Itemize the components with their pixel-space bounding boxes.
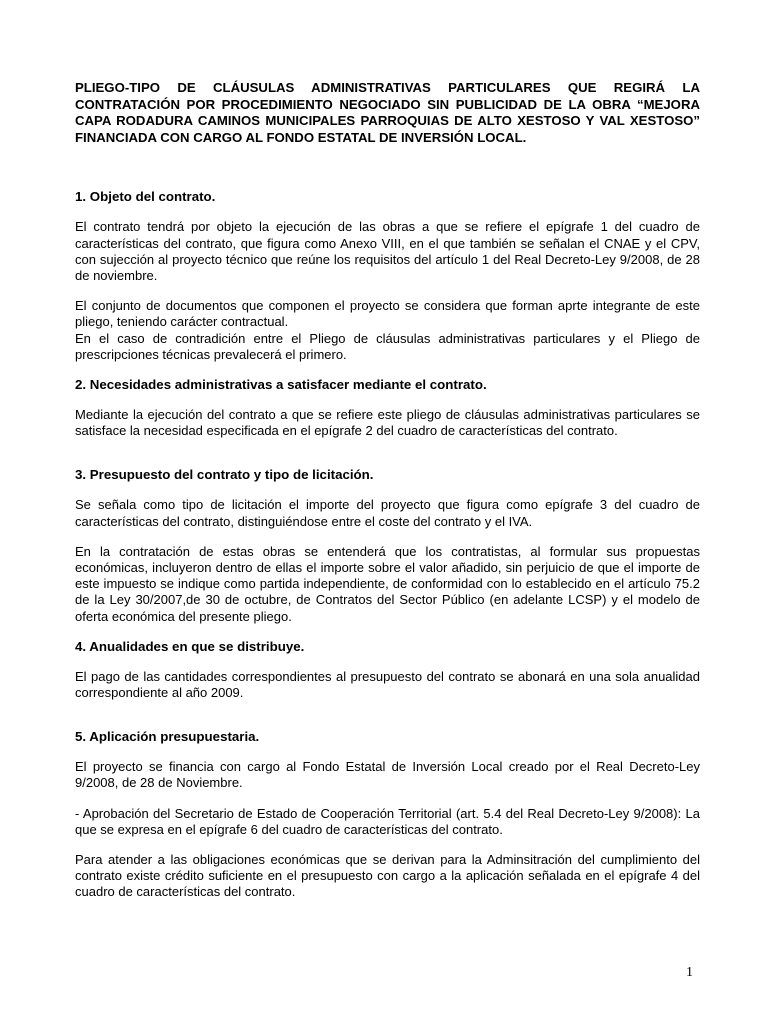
- section-heading: 5. Aplicación presupuestaria.: [75, 729, 260, 745]
- paragraph: El contrato tendrá por objeto la ejecución de las obras a que se refiere el epígrafe 1 del cuadro de características del contrato, que figura como Anexo VIII, en el que también se señalan el CNAE y el CPV, con sujección al proyecto técnico que reúne los requisitos del artículo 1 del Real Decreto-Ley 9/2008, de 28 de noviembre.: [75, 219, 700, 283]
- paragraph: El proyecto se financia con cargo al Fondo Estatal de Inversión Local creado por el Real Decreto-Ley 9/2008, de 28 de Noviembre.: [75, 759, 700, 791]
- document-page: [75, 80, 700, 901]
- paragraph: - Aprobación del Secretario de Estado de Cooperación Territorial (art. 5.4 del Real Decreto-Ley 9/2008): La que se expresa en el epígrafe 6 del cuadro de características del contrato.: [75, 805, 700, 837]
- section-heading: 3. Presupuesto del contrato y tipo de licitación.: [75, 467, 374, 483]
- section-heading: 2. Necesidades administrativas a satisfacer mediante el contrato.: [75, 377, 487, 392]
- section-presupuesto: [75, 467, 700, 624]
- section-heading: 4. Anualidades en que se distribuye.: [75, 638, 305, 654]
- section-anualidades: [75, 639, 700, 701]
- paragraph: En el caso de contradición entre el Pliego de cláusulas administrativas particulares y el Pliego de prescripciones técnicas prevalecerá el primero.: [75, 330, 700, 362]
- paragraph: El conjunto de documentos que componen el proyecto se considera que forman aprte integrante de este pliego, teniendo carácter contractual.: [75, 298, 700, 330]
- paragraph: Se señala como tipo de licitación el importe del proyecto que figura como epígrafe 3 del cuadro de características del contrato, distinguiéndose entre el coste del contrato y el IVA.: [75, 497, 700, 529]
- page-number: 1: [686, 965, 693, 980]
- section-necesidades: [75, 377, 700, 439]
- paragraph: Para atender a las obligaciones económicas que se derivan para la Adminsitración del cumplimiento del contrato existe crédito suficiente en el presupuesto con cargo a la aplicación señalada en el epígrafe 4 del cuadro de características del contrato.: [75, 852, 700, 900]
- document-title: PLIEGO-TIPO DE CLÁUSULAS ADMINISTRATIVAS PARTICULARES QUE REGIRÁ LA CONTRATACIÓN POR PROCEDIMIENTO NEGOCIADO SIN PUBLICIDAD DE LA OBRA “MEJORA CAPA RODADURA CAMINOS MUNICIPALES PARROQUIAS DE ALTO XESTOSO Y VAL XESTOSO” FINANCIADA CON CARGO AL FONDO ESTATAL DE INVERSIÓN LOCAL.: [75, 80, 700, 145]
- section-heading: 1. Objeto del contrato.: [75, 189, 216, 205]
- section-aplicacion: [75, 729, 700, 900]
- paragraph: El pago de las cantidades correspondientes al presupuesto del contrato se abonará en una sola anualidad correspondiente al año 2009.: [75, 668, 700, 701]
- section-objeto: [75, 189, 700, 363]
- paragraph: En la contratación de estas obras se entenderá que los contratistas, al formular sus propuestas económicas, incluyeron dentro de ellas el importe sobre el valor añadido, sin perjuicio de que el importe de este impuesto se indique como partida independiente, de conformidad con lo establecido en el artículo 75.2 de la Ley 30/2007,de 30 de octubre, de Contratos del Sector Público (en adelante LCSP) y el modelo de oferta económica del presente pliego.: [75, 543, 700, 624]
- paragraph: Mediante la ejecución del contrato a que se refiere este pliego de cláusulas administrativas particulares se satisface la necesidad especificada en el epígrafe 2 del cuadro de características del contrato.: [75, 407, 700, 439]
